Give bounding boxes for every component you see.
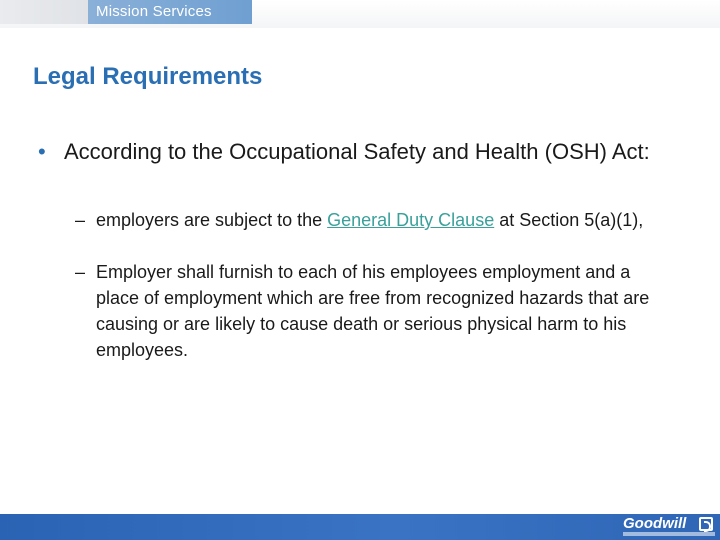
dash-marker: – — [75, 262, 86, 282]
logo-tagline-bar — [623, 532, 715, 536]
header-band — [0, 0, 720, 28]
bullet-marker: • — [38, 139, 46, 164]
sub-bullet-2-text: Employer shall furnish to each of his employees employment and a place of employment which are free from recognized hazards that are causing or are likely to cause death or serious physical harm to his employees. — [96, 262, 650, 360]
sub-bullet-1-text — [96, 207, 676, 233]
slide-title: Legal Requirements — [33, 63, 263, 90]
sub-bullet-1-suffix: at Section 5(a)(1), — [494, 210, 644, 230]
sub-bullet-1-prefix: employers are subject to the — [96, 210, 328, 230]
goodwill-smile-icon — [699, 517, 713, 531]
footer-band — [0, 514, 720, 540]
dash-marker: – — [75, 210, 86, 230]
goodwill-logo — [623, 514, 717, 540]
logo-wordmark: Goodwill — [623, 515, 687, 532]
section-title: Mission Services — [96, 3, 212, 20]
main-bullet-text: According to the Occupational Safety and Health (OSH) Act: — [64, 139, 650, 164]
general-duty-clause-link[interactable]: General Duty Clause — [327, 210, 495, 230]
